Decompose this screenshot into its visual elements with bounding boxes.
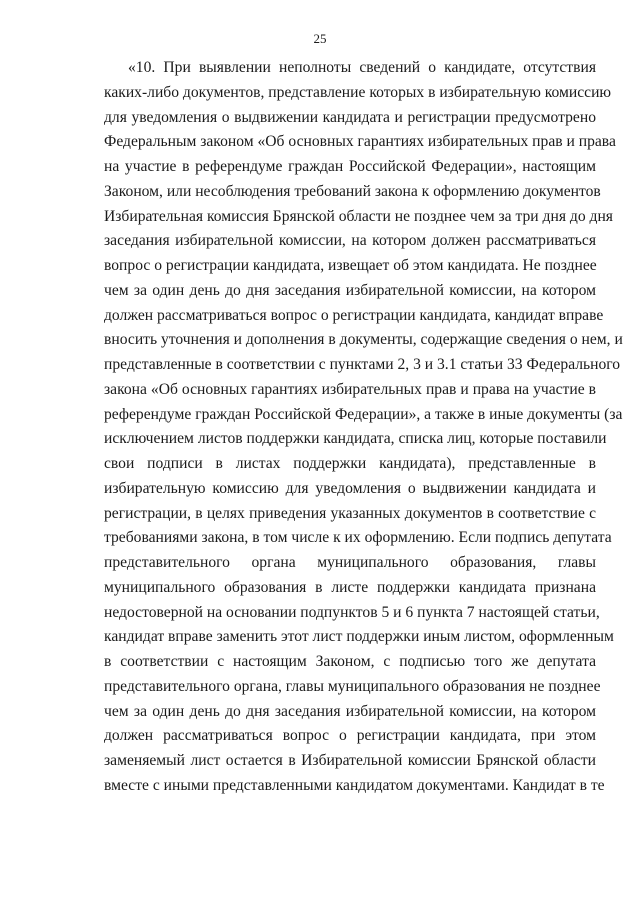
text-line: в соответствии с настоящим Законом, с подписью того же депутата <box>104 653 596 670</box>
text-line: представительного органа муниципального образования, главы <box>104 554 596 571</box>
text-line: заменяемый лист остается в Избирательной комиссии Брянской области <box>104 752 596 769</box>
text-line: избирательную комиссию для уведомления о выдвижении кандидата и <box>104 479 596 497</box>
text-line: представленные в соответствии с пунктами 2, 3 и 3.1 статьи 33 Федерального <box>104 356 621 373</box>
text-line: требованиями закона, в том числе к их оформлению. Если подпись депутата <box>104 529 612 547</box>
text-line: вместе с иными представленными кандидатом документами. Кандидат в те <box>104 776 605 794</box>
text-line: кандидат вправе заменить этот лист поддержки иным листом, оформленным <box>104 628 614 646</box>
text-line: чем за один день до дня заседания избирательной комиссии, на котором <box>104 702 596 720</box>
text-line: должен рассматриваться вопрос о регистрации кандидата, кандидат вправе <box>104 306 604 324</box>
body-text <box>104 56 623 799</box>
text-line: каких-либо документов, представление которых в избирательную комиссию <box>104 83 612 101</box>
text-line: вносить уточнения и дополнения в документы, содержащие сведения о нем, и <box>104 331 623 349</box>
text-line: вопрос о регистрации кандидата, извещает об этом кандидата. Не позднее <box>104 257 597 274</box>
text-line: для уведомления о выдвижении кандидата и регистрации предусмотрено <box>104 108 596 126</box>
text-line: недостоверной на основании подпунктов 5 и 6 пункта 7 настоящей статьи, <box>104 603 600 621</box>
text-line: регистрации, в целях приведения указанных документов в соответствие с <box>104 504 596 522</box>
text-line: должен рассматриваться вопрос о регистрации кандидата, при этом <box>104 727 596 745</box>
text-line: закона «Об основных гарантиях избирательных прав и права на участие в <box>104 380 596 398</box>
text-line: представительного органа, главы муниципального образования не позднее <box>104 677 601 695</box>
page-number: 25 <box>313 31 327 46</box>
text-line: на участие в референдуме граждан Российской Федерации», настоящим <box>104 158 596 175</box>
text-line: заседания избирательной комиссии, на котором должен рассматриваться <box>104 232 596 250</box>
text-line: муниципального образования в листе поддержки кандидата признана <box>104 578 596 596</box>
text-line: Федеральным законом «Об основных гарантиях избирательных прав и права <box>104 133 616 151</box>
text-line: Законом, или несоблюдения требований закона к оформлению документов <box>104 182 601 200</box>
text-line: «10. При выявлении неполноты сведений о кандидате, отсутствия <box>128 59 596 76</box>
text-line: свои подписи в листах поддержки кандидата), представленные в <box>104 455 596 472</box>
text-line: чем за один день до дня заседания избирательной комиссии, на котором <box>104 281 596 299</box>
text-line: референдуме граждан Российской Федерации», а также в иные документы (за <box>104 405 623 423</box>
text-line: Избирательная комиссия Брянской области не позднее чем за три дня до дня <box>104 207 613 225</box>
text-line: исключением листов поддержки кандидата, списка лиц, которые поставили <box>104 430 607 448</box>
